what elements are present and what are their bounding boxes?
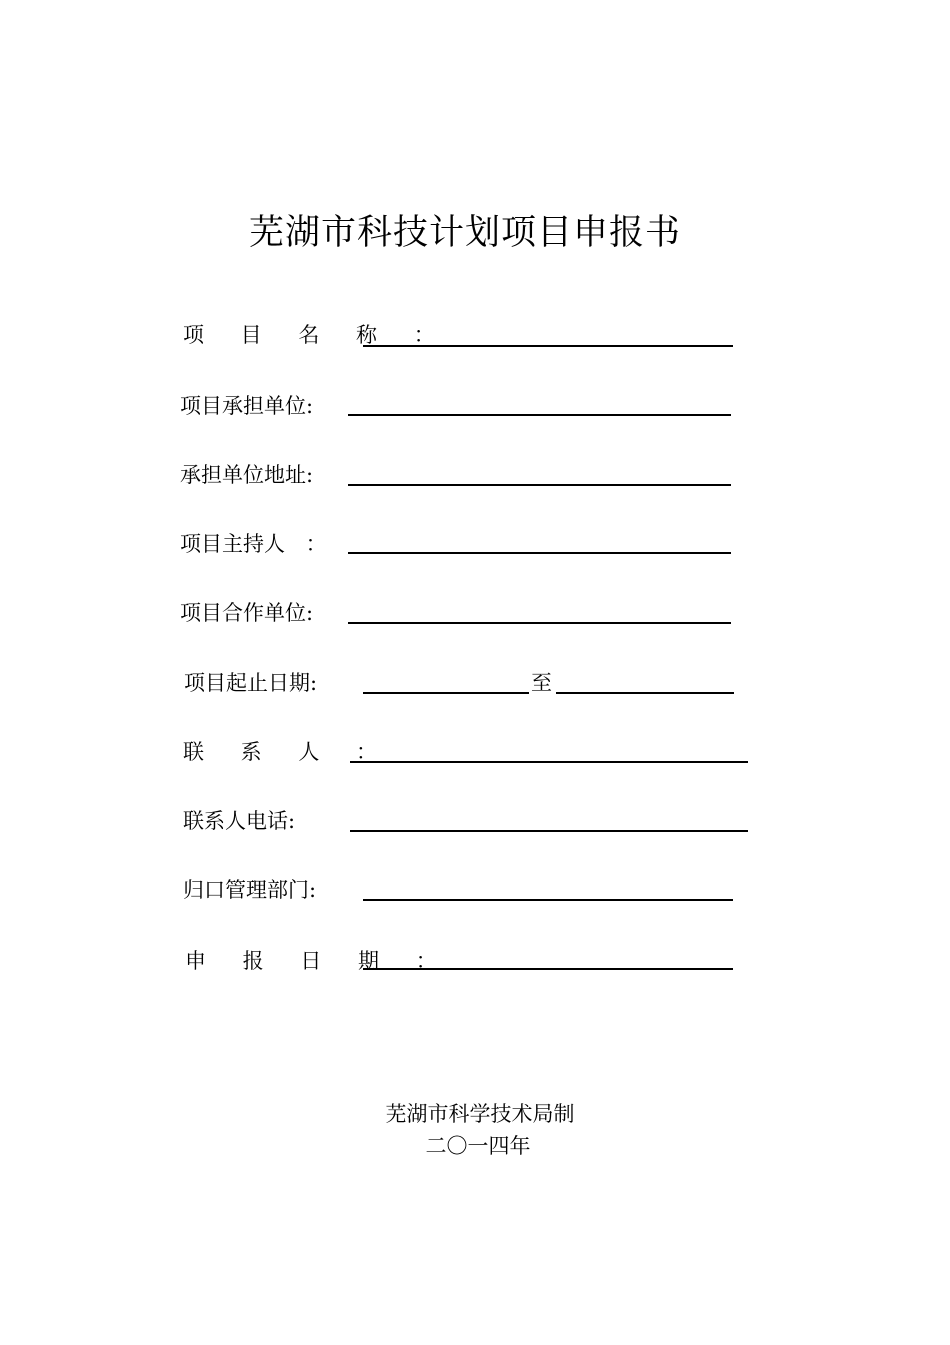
contact-person-input-line[interactable] [350,761,748,763]
document-title: 芜湖市科技计划项目申报书 [248,213,681,253]
contact-person-label: 联 系 人 ： [183,740,393,764]
managing-department-label: 归口管理部门: [183,878,317,902]
undertaking-unit-label: 项目承担单位: [180,394,314,418]
issuer-text: 芜湖市科学技术局制 [385,1102,575,1126]
application-date-label: 申 报 日 期 ： [185,949,452,973]
cooperating-unit-label: 项目合作单位: [180,601,314,625]
project-leader-input-line[interactable] [348,552,731,554]
contact-phone-input-line[interactable] [350,830,748,832]
project-name-input-line[interactable] [363,345,733,347]
year-text: 二〇一四年 [425,1134,531,1158]
period-separator: 至 [531,671,552,695]
unit-address-input-line[interactable] [348,484,731,486]
project-end-date-input-line[interactable] [556,692,734,694]
project-period-label: 项目起止日期: [184,671,318,695]
project-start-date-input-line[interactable] [363,692,529,694]
project-name-label: 项 目 名 称 ： [183,323,450,347]
cooperating-unit-input-line[interactable] [348,622,731,624]
undertaking-unit-input-line[interactable] [348,414,731,416]
unit-address-label: 承担单位地址: [180,463,314,487]
managing-department-input-line[interactable] [363,899,733,901]
application-date-input-line[interactable] [363,968,733,970]
contact-phone-label: 联系人电话: [183,809,296,833]
project-leader-label: 项目主持人 ： [180,532,327,556]
